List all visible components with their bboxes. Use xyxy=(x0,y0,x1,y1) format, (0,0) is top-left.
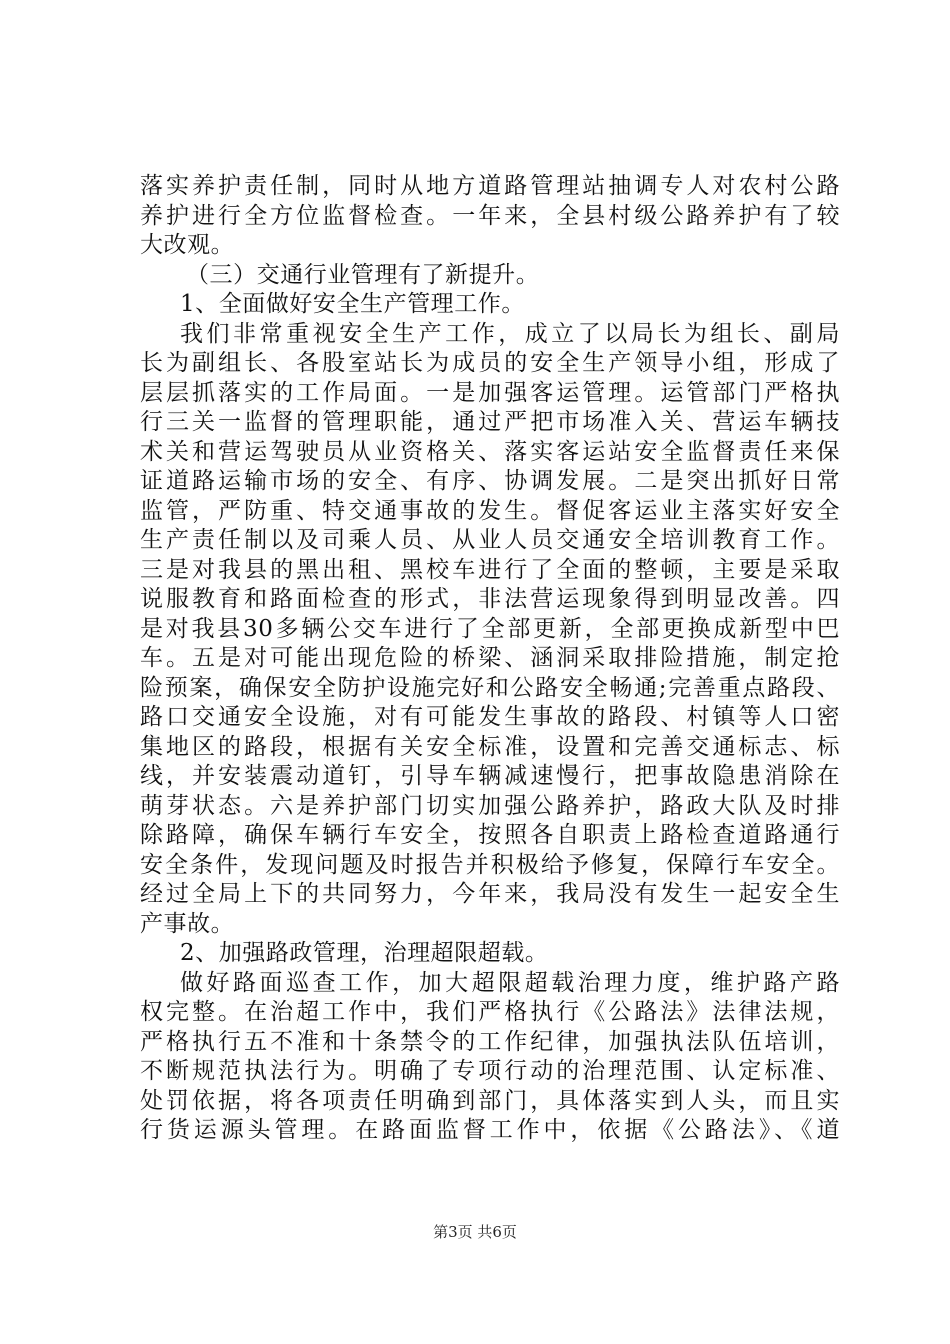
text-line: 大改观。 xyxy=(140,232,235,258)
text-line: 线，并安装震动道钉，引导车辆减速慢行，把事故隐患消除在 xyxy=(140,763,840,789)
text-line: 路口交通安全设施，对有可能发生事故的路段、村镇等人口密 xyxy=(140,704,840,730)
text-line: 生产责任制以及司乘人员、从业人员交通安全培训教育工作。 xyxy=(140,527,840,553)
text-line: 处罚依据，将各项责任明确到部门，具体落实到人头，而且实 xyxy=(140,1087,840,1114)
text-line: 行货运源头管理。在路面监督工作中，依据《公路法》、《道 xyxy=(140,1117,840,1143)
text-line: 权完整。在治超工作中，我们严格执行《公路法》法律法规， xyxy=(140,999,840,1025)
text-line: 不断规范执法行为。明确了专项行动的治理范围、认定标准、 xyxy=(140,1058,840,1084)
text-line: 监管，严防重、特交通事故的发生。督促客运业主落实好安全 xyxy=(140,497,840,524)
text-line: 产事故。 xyxy=(140,910,235,937)
page-footer xyxy=(0,1222,950,1242)
text-line: 术关和营运驾驶员从业资格关、落实客运站安全监督责任来保 xyxy=(140,438,840,465)
text-line: 证道路运输市场的安全、有序、协调发展。二是突出抓好日常 xyxy=(140,468,840,494)
text-line: 养护进行全方位监督检查。一年来，全县村级公路养护有了较 xyxy=(140,202,840,229)
text-line: 说服教育和路面检查的形式，非法营运现象得到明显改善。四 xyxy=(140,586,840,612)
text-line: 是对我县30多辆公交车进行了全部更新，全部更换成新型中巴 xyxy=(140,615,840,642)
text-line: 萌芽状态。六是养护部门切实加强公路养护，路政大队及时排 xyxy=(140,792,840,819)
text-line: 三是对我县的黑出租、黑校车进行了全面的整顿，主要是采取 xyxy=(140,556,840,583)
text-line: 行三关一监督的管理职能，通过严把市场准入关、营运车辆技 xyxy=(140,409,840,435)
text-line: 层层抓落实的工作局面。一是加强客运管理。运管部门严格执 xyxy=(140,379,840,406)
text-line: 经过全局上下的共同努力，今年来，我局没有发生一起安全生 xyxy=(140,881,840,907)
text-line: 落实养护责任制，同时从地方道路管理站抽调专人对农村公路 xyxy=(140,173,840,199)
text-line: 严格执行五不准和十条禁令的工作纪律，加强执法队伍培训， xyxy=(140,1028,840,1055)
text-line: 长为副组长、各股室站长为成员的安全生产领导小组，形成了 xyxy=(140,350,840,376)
page-number: 第3页 共6页 xyxy=(433,1223,517,1241)
text-line: 除路障，确保车辆行车安全，按照各自职责上路检查道路通行 xyxy=(140,822,840,848)
text-line: 我们非常重视安全生产工作，成立了以局长为组长、副局 xyxy=(180,320,840,347)
section-heading: （三）交通行业管理有了新提升。 xyxy=(186,261,540,288)
document-body xyxy=(140,172,840,1146)
text-line: 险预案，确保安全防护设施完好和公路安全畅通;完善重点路段、 xyxy=(140,674,840,701)
text-line: 做好路面巡查工作，加大超限超载治理力度，维护路产路 xyxy=(180,969,840,996)
subsection-heading: 1、全面做好安全生产管理工作。 xyxy=(180,291,525,317)
text-line: 车。五是对可能出现危险的桥梁、涵洞采取排险措施，制定抢 xyxy=(140,645,840,671)
text-line: 集地区的路段，根据有关安全标准，设置和完善交通标志、标 xyxy=(140,733,840,760)
subsection-heading: 2、加强路政管理，治理超限超载。 xyxy=(180,940,549,966)
text-line: 安全条件，发现问题及时报告并积极给予修复，保障行车安全。 xyxy=(140,851,840,878)
